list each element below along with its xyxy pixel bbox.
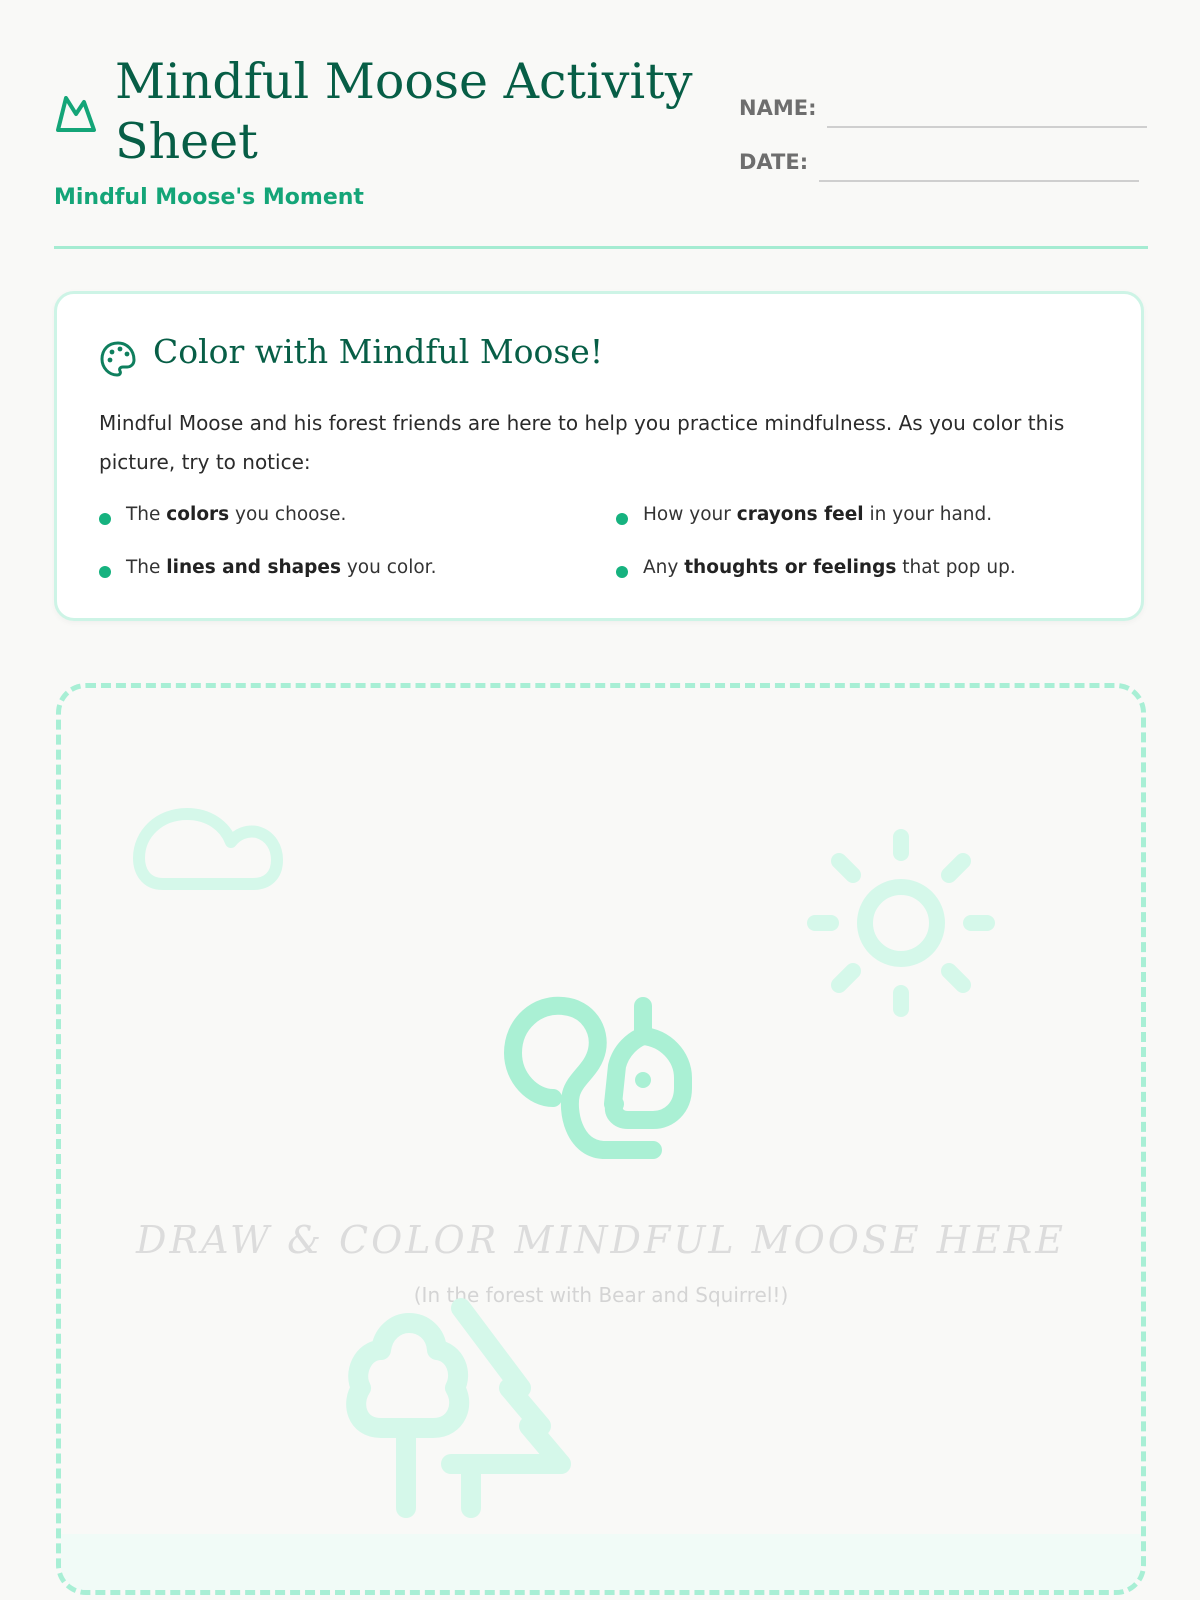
bullet-dot (616, 566, 628, 578)
squirrel-icon (493, 978, 703, 1188)
crown-mountain-icon (54, 92, 100, 136)
card-title: Color with Mindful Moose! (153, 332, 604, 371)
name-field[interactable] (827, 126, 1147, 128)
page-title: Mindful Moose Activity Sheet (115, 53, 693, 170)
trees-icon (341, 1278, 591, 1518)
bullet-dot (99, 513, 111, 525)
bullet-lines-shapes: The lines and shapes you color. (126, 557, 437, 578)
bullet-colors: The colors you choose. (126, 504, 347, 525)
sun-icon (801, 823, 1001, 1023)
drawing-area[interactable] (56, 683, 1146, 1595)
bullet-dot (99, 566, 111, 578)
header-divider (54, 246, 1148, 249)
card-intro: Mindful Moose and his forest friends are here to help you practice mindfulness. As you color this picture, try to notice: (99, 411, 1065, 474)
drawing-subtext: (In the forest with Bear and Squirrel!) (413, 1283, 789, 1307)
bullet-dot (616, 513, 628, 525)
date-label: DATE: (739, 150, 809, 174)
date-field[interactable] (819, 180, 1139, 182)
bullet-crayons: How your crayons feel in your hand. (643, 504, 993, 525)
name-label: NAME: (739, 96, 817, 120)
instructions-card (54, 291, 1144, 621)
drawing-area-footer (61, 1534, 1141, 1590)
cloud-icon (133, 784, 283, 894)
palette-icon (99, 340, 137, 378)
drawing-prompt: DRAW & COLOR MINDFUL MOOSE HERE (136, 1218, 1066, 1262)
bullet-thoughts: Any thoughts or feelings that pop up. (643, 557, 1016, 578)
page-subtitle: Mindful Moose's Moment (54, 185, 364, 210)
